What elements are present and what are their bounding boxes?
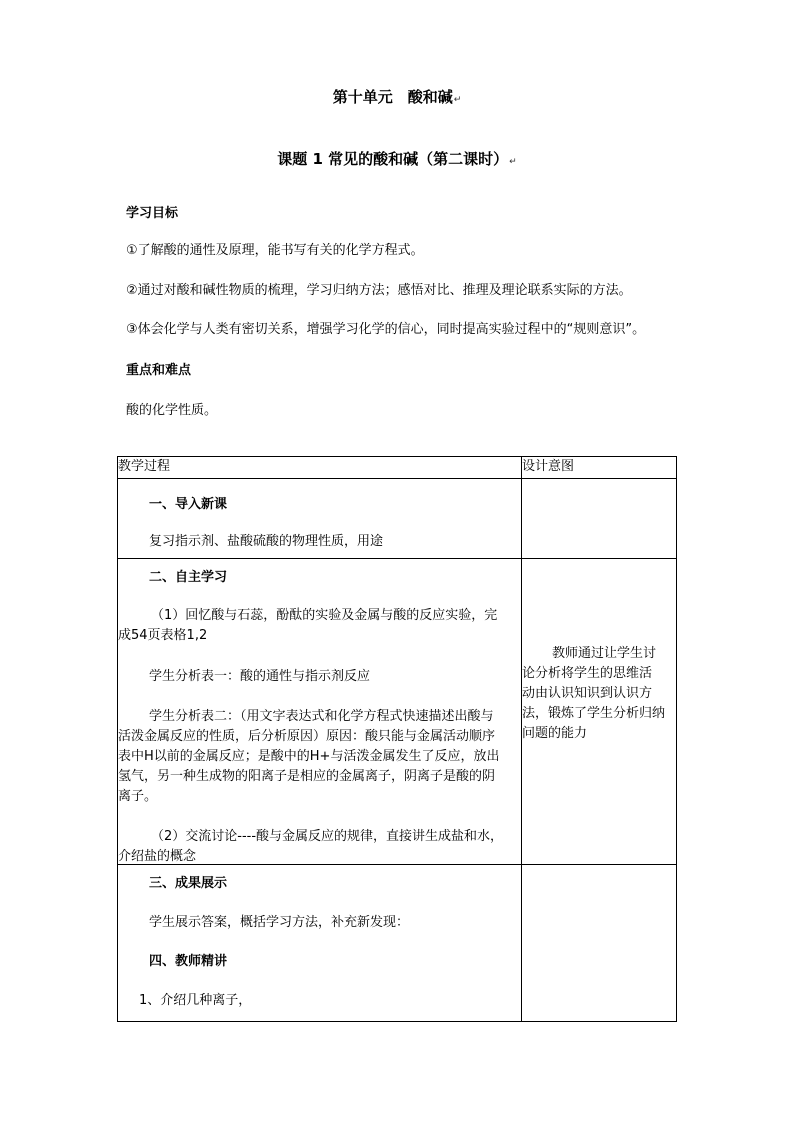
unit-title: 第十单元 酸和碱↵ xyxy=(332,88,462,106)
analysis-text: 氢气，另一种生成物的阳离子是相应的金属离子，阴离子是酸的阴 xyxy=(118,769,496,784)
intent-text: 法，锻炼了学生分析归纳 xyxy=(522,706,666,721)
table-row xyxy=(118,479,677,559)
intent-text: 动由认识知识到认识方 xyxy=(522,686,653,701)
table-row xyxy=(118,559,677,865)
table-header-row xyxy=(118,457,677,479)
section-intro-cell xyxy=(118,479,522,559)
header-process: 教学过程 xyxy=(118,457,522,479)
header-intent: 设计意图 xyxy=(522,457,677,479)
intent-cell xyxy=(522,559,677,865)
analysis-text: 学生分析表一：酸的通性与指示剂反应 xyxy=(149,669,371,684)
section-heading: 一、导入新课 xyxy=(149,497,228,512)
analysis-text: 离子。 xyxy=(118,789,158,804)
intent-cell xyxy=(522,479,677,559)
intent-text: 教师通过让学生讨 xyxy=(552,646,657,661)
lesson-title: 课题 1 常见的酸和碱（第二课时）↵ xyxy=(277,150,517,168)
section-heading: 三、成果展示 xyxy=(149,876,228,891)
section-self-study-cell xyxy=(118,559,522,865)
paragraph-mark-icon: ↵ xyxy=(453,95,462,105)
goal-item: ①了解酸的通性及原理，能书写有关的化学方程式。 xyxy=(126,243,424,258)
section-results-cell xyxy=(118,865,522,1022)
intent-text: 问题的能力 xyxy=(522,726,588,741)
table-row xyxy=(118,865,677,1022)
lesson-table xyxy=(117,456,677,1022)
goal-item: ③体会化学与人类有密切关系，增强学习化学的信心，同时提高实验过程中的“规则意识”。 xyxy=(126,322,646,337)
list-item: 1、介绍几种离子， xyxy=(139,993,252,1008)
section-heading: 二、自主学习 xyxy=(149,570,228,585)
analysis-text: 表中H以前的金属反应；是酸中的H+与活泼金属发生了反应，放出 xyxy=(118,749,500,764)
paragraph-mark-icon: ↵ xyxy=(509,157,517,167)
step-text: （2）交流讨论----酸与金属反应的规律，直接讲生成盐和水， xyxy=(151,829,504,844)
key-points-text: 酸的化学性质。 xyxy=(126,403,218,418)
section-text: 学生展示答案，概括学习方法，补充新发现： xyxy=(149,915,410,930)
intent-text: 论分析将学生的思维活 xyxy=(522,666,653,681)
goal-item: ②通过对酸和碱性物质的梳理，学习归纳方法；感悟对比、推理及理论联系实际的方法。 xyxy=(126,283,632,298)
step-text: 介绍盐的概念 xyxy=(118,849,197,864)
step-text: 成54页表格1,2 xyxy=(118,628,208,643)
analysis-text: 活泼金属反应的性质，后分析原因）原因：酸只能与金属活动顺序 xyxy=(118,729,496,744)
intent-cell xyxy=(522,865,677,1022)
analysis-text: 学生分析表二：（用文字表达式和化学方程式快速描述出酸与 xyxy=(149,709,494,724)
section-heading: 四、教师精讲 xyxy=(149,954,228,969)
key-points-heading: 重点和难点 xyxy=(126,363,192,378)
step-text: （1）回忆酸与石蕊，酚酞的实验及金属与酸的反应实验，完 xyxy=(151,608,498,623)
section-text: 复习指示剂、盐酸硫酸的物理性质，用途 xyxy=(149,534,384,549)
goals-heading: 学习目标 xyxy=(126,206,179,221)
